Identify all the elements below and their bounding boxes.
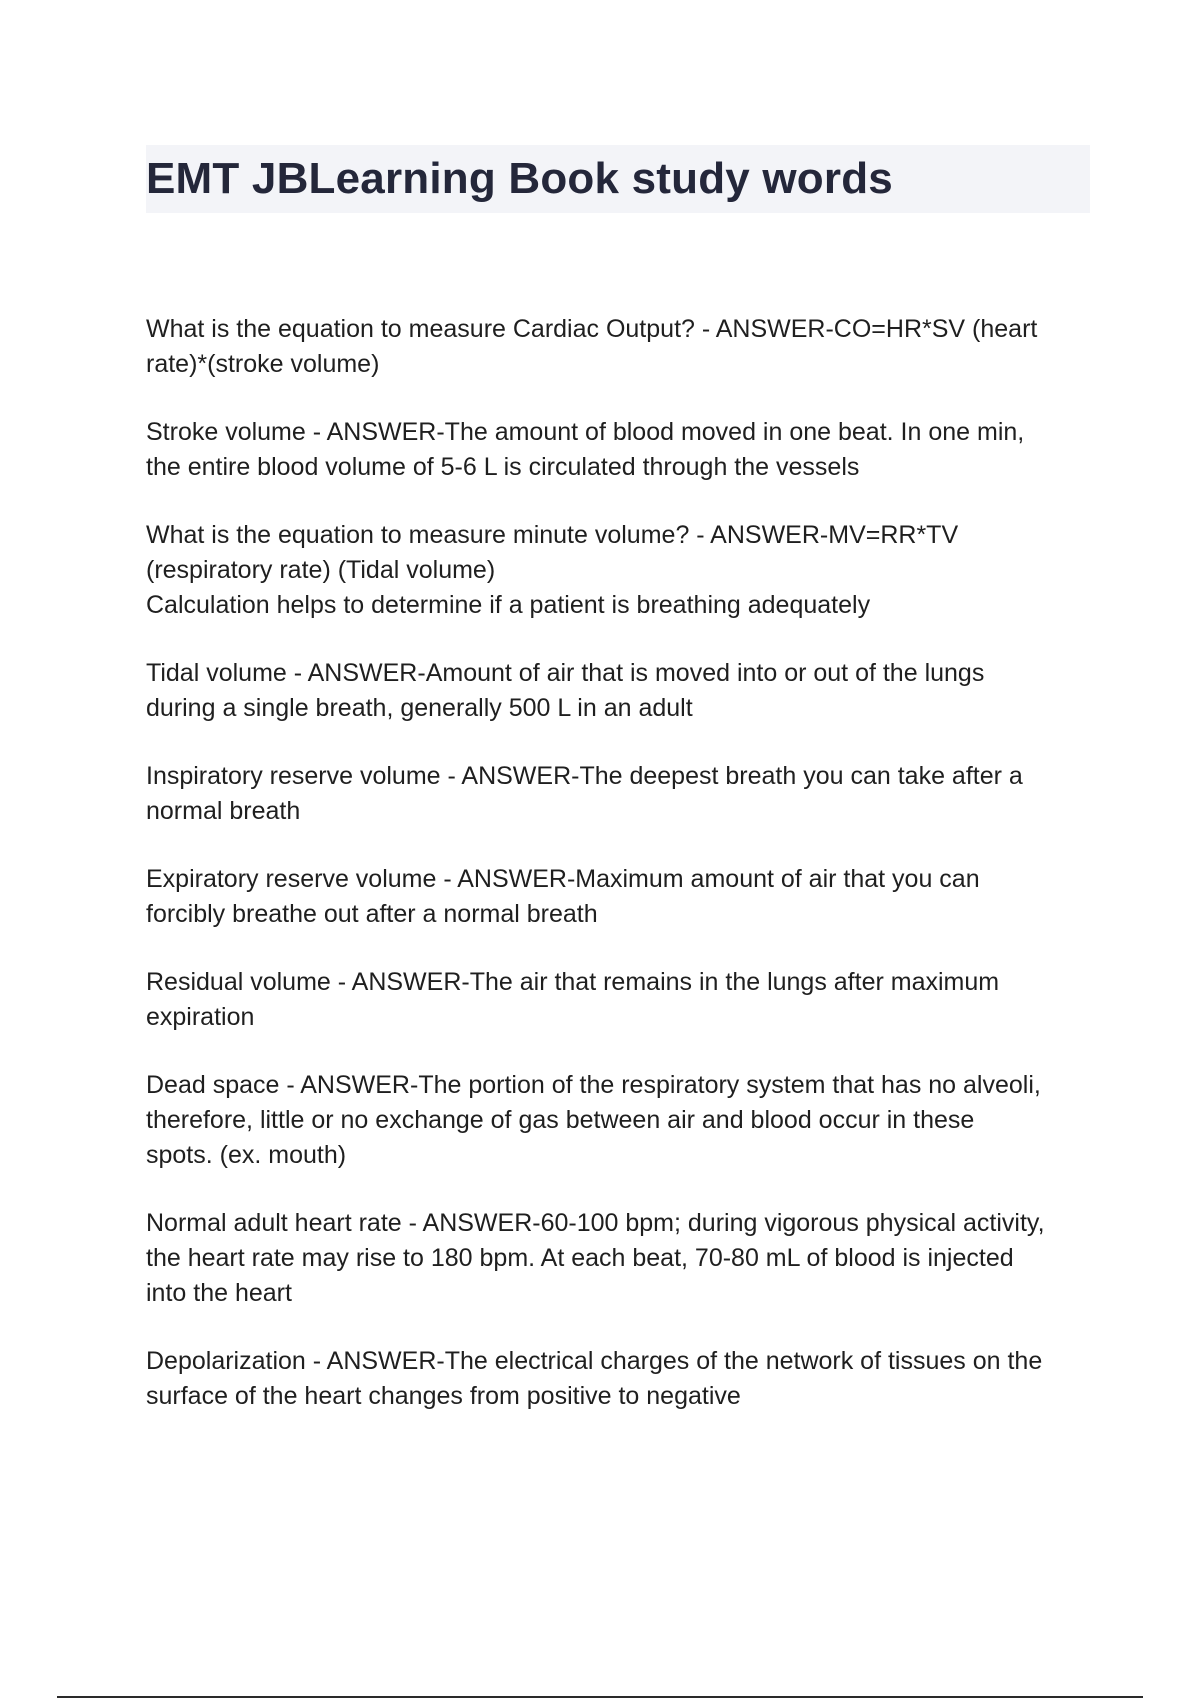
qa-line: Residual volume - ANSWER-The air that remains in the lungs after maximum [146, 968, 1000, 996]
qa-line: surface of the heart changes from positive to negative [146, 1382, 741, 1410]
qa-line: rate)*(stroke volume) [146, 350, 380, 378]
qa-entry [146, 1206, 1090, 1311]
qa-line: Inspiratory reserve volume - ANSWER-The deepest breath you can take after a [146, 762, 1023, 790]
qa-line: Dead space - ANSWER-The portion of the respiratory system that has no alveoli, [146, 1071, 1041, 1099]
qa-line: Expiratory reserve volume - ANSWER-Maximum amount of air that you can [146, 865, 980, 893]
qa-line: Normal adult heart rate - ANSWER-60-100 bpm; during vigorous physical activity, [146, 1209, 1045, 1237]
qa-entry [146, 656, 1090, 726]
qa-line: the entire blood volume of 5-6 L is circulated through the vessels [146, 453, 860, 481]
document-title: EMT JBLearning Book study words [146, 154, 893, 203]
qa-line: What is the equation to measure minute volume? - ANSWER-MV=RR*TV [146, 521, 959, 549]
qa-entry [146, 415, 1090, 485]
qa-line: (respiratory rate) (Tidal volume) [146, 556, 496, 584]
qa-line: Tidal volume - ANSWER-Amount of air that is moved into or out of the lungs [146, 659, 985, 687]
footer-divider [57, 1696, 1143, 1698]
qa-line: What is the equation to measure Cardiac Output? - ANSWER-CO=HR*SV (heart [146, 315, 1038, 343]
qa-line: into the heart [146, 1279, 292, 1307]
qa-entry [146, 312, 1090, 382]
qa-line: therefore, little or no exchange of gas between air and blood occur in these [146, 1106, 975, 1134]
qa-line: normal breath [146, 797, 301, 825]
qa-line: spots. (ex. mouth) [146, 1141, 347, 1169]
title-band [146, 145, 1090, 213]
qa-entry [146, 518, 1090, 623]
qa-entry [146, 1068, 1090, 1173]
qa-line: Depolarization - ANSWER-The electrical charges of the network of tissues on the [146, 1347, 1043, 1375]
qa-entry [146, 862, 1090, 932]
qa-line: expiration [146, 1003, 255, 1031]
qa-line: Calculation helps to determine if a patient is breathing adequately [146, 591, 871, 619]
qa-entry [146, 759, 1090, 829]
qa-entry [146, 1344, 1090, 1414]
qa-line: during a single breath, generally 500 L in an adult [146, 694, 693, 722]
qa-line: forcibly breathe out after a normal breath [146, 900, 598, 928]
qa-entry [146, 965, 1090, 1035]
qa-line: Stroke volume - ANSWER-The amount of blood moved in one beat. In one min, [146, 418, 1025, 446]
qa-list [146, 312, 1090, 1447]
qa-line: the heart rate may rise to 180 bpm. At each beat, 70-80 mL of blood is injected [146, 1244, 1014, 1272]
